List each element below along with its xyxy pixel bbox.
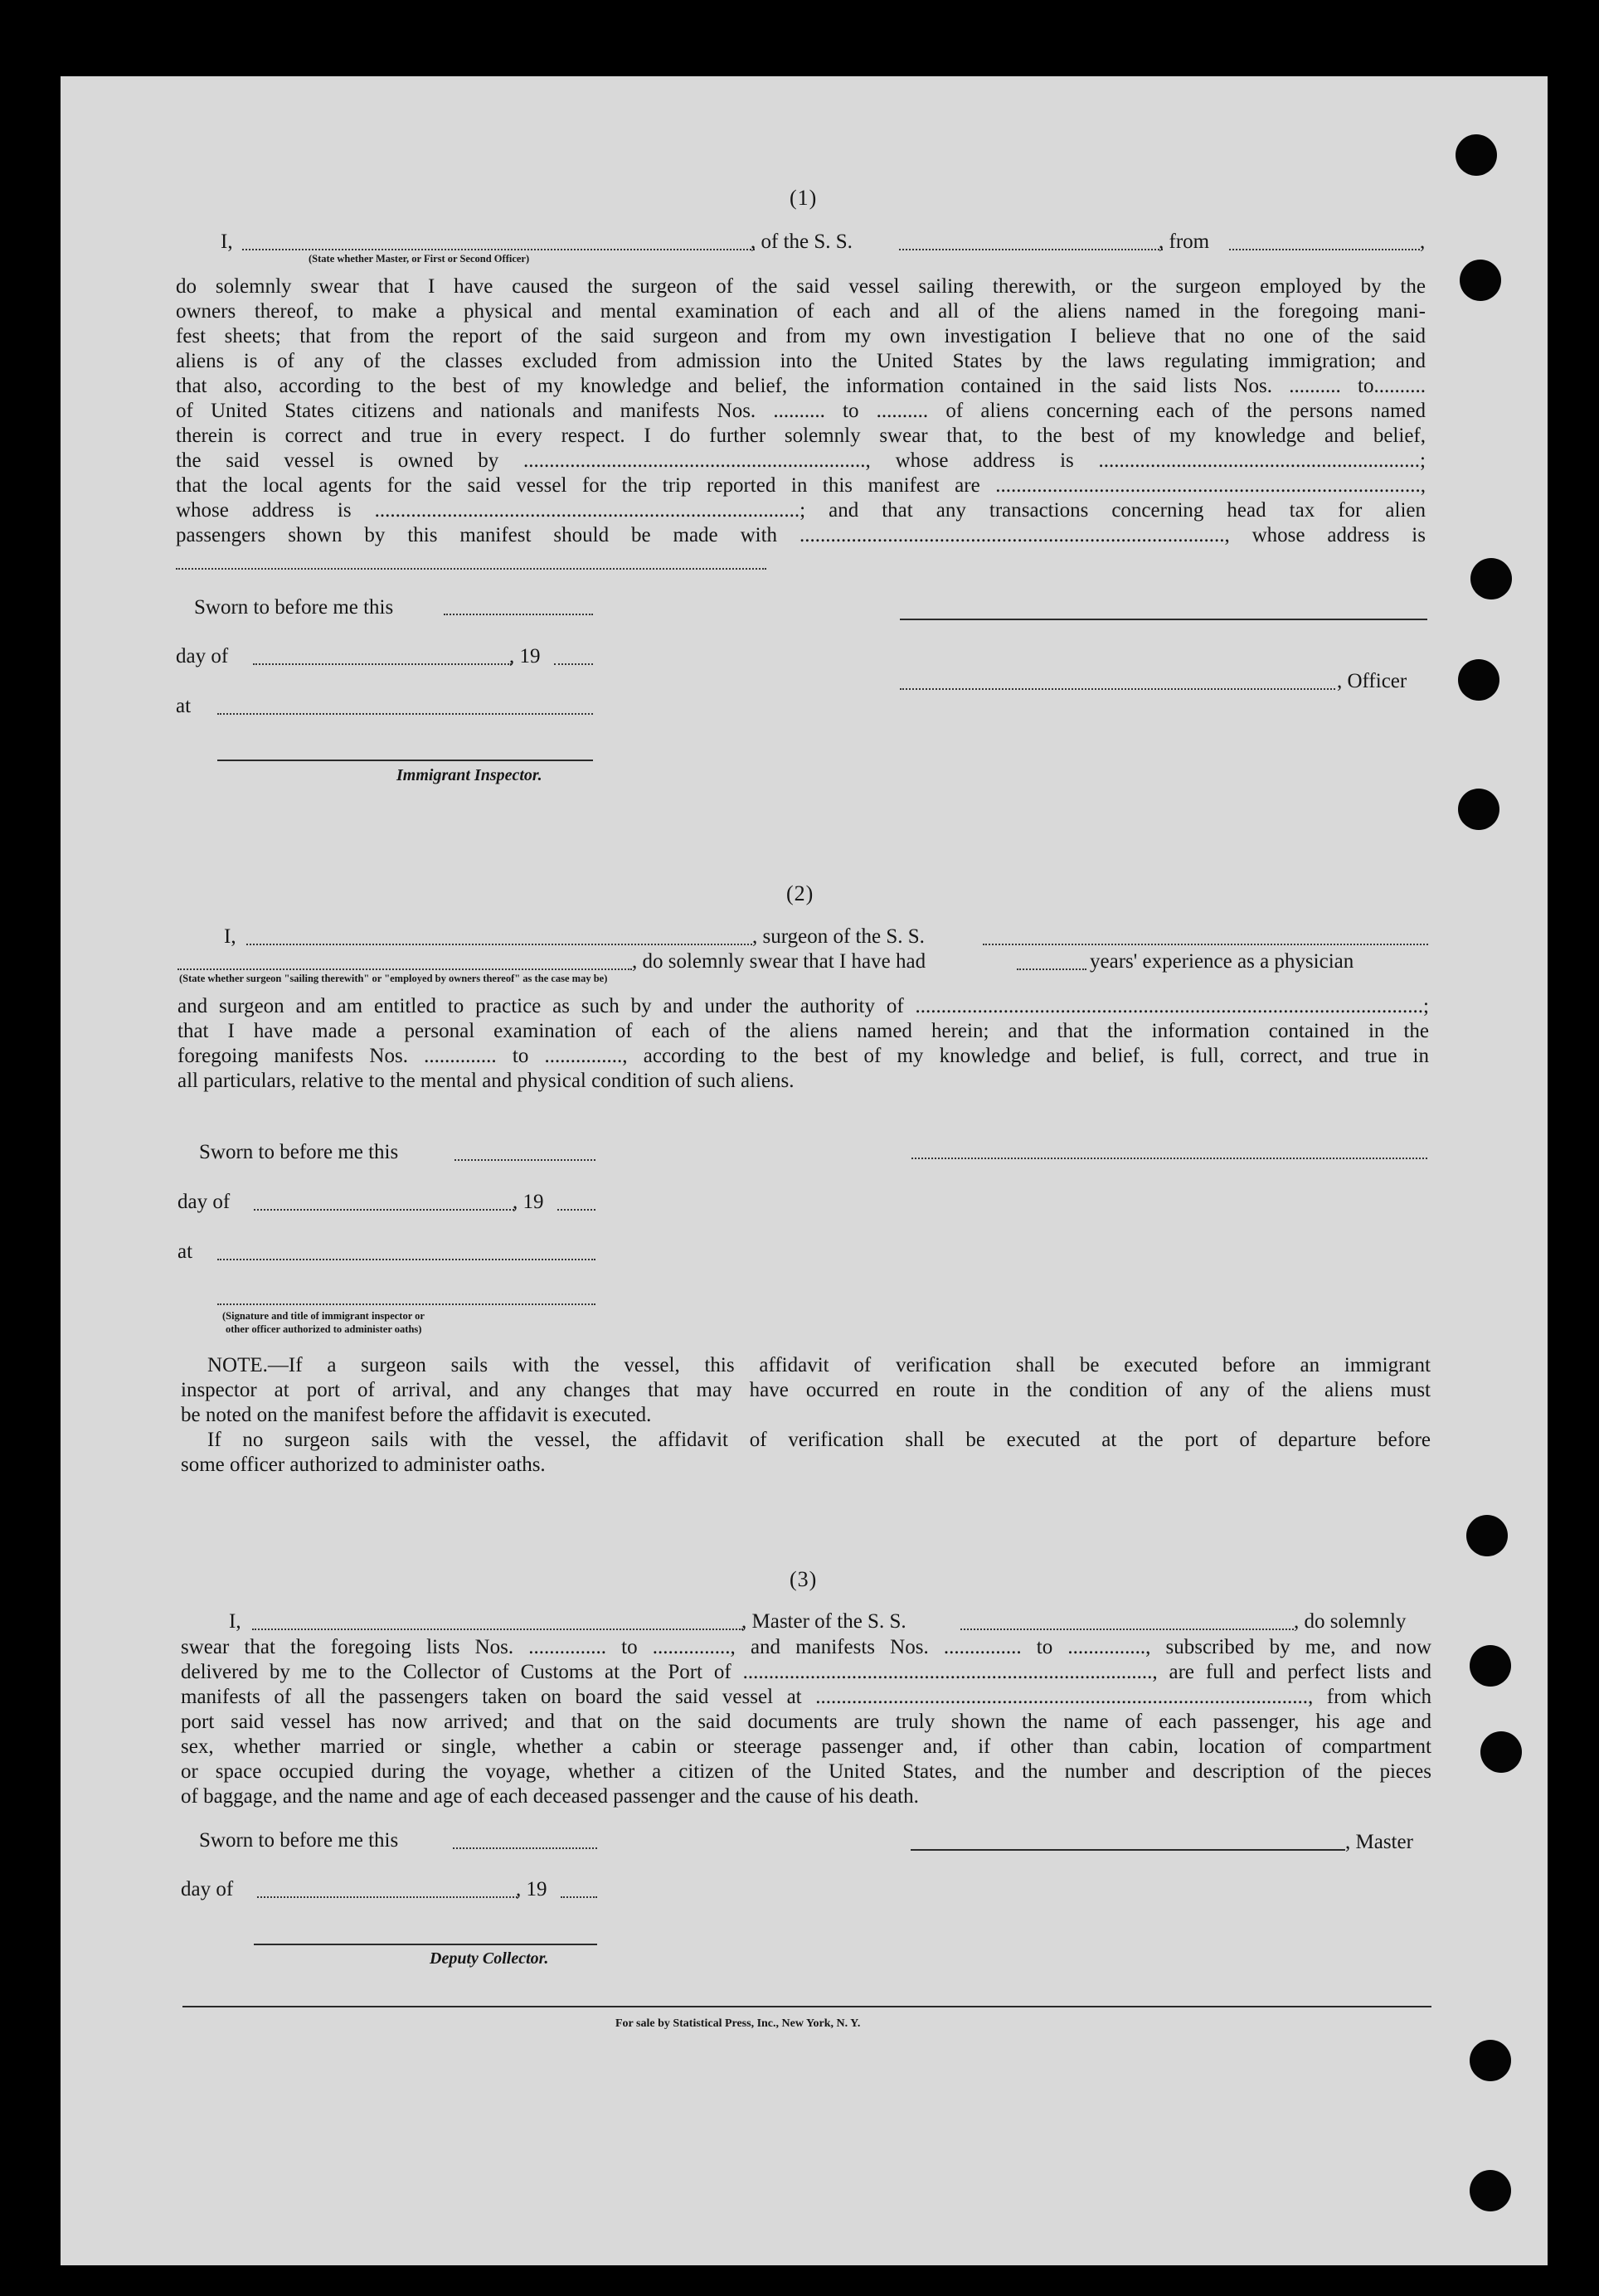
section-2-sworn-label: Sworn to before me this xyxy=(199,1141,399,1163)
binder-hole-9 xyxy=(1470,2040,1511,2081)
section-2-sworn-blank xyxy=(454,1159,595,1161)
from-port-blank xyxy=(1229,249,1420,250)
binder-hole-6 xyxy=(1466,1515,1508,1556)
section-1-day-blank xyxy=(253,663,512,665)
surgeon-signature-line xyxy=(911,1158,1427,1159)
section-1-oath: do solemnly swear that I have caused the surgeon of the said vessel sailing therewith, or the surgeon employed by the owners thereof, to make a physical and mental examination of each and all of the aliens named in the foregoing mani- fest sheets; that from the report of the said surgeon and from my own investigation I believe that no one of the said aliens is of any of the classes excluded from admission into the United States by the laws regulating immigration; and that also, according to the best of my knowledge and belief, the information contained in the said lists Nos. .......... to.......... of United States citizens and nationals and manifests Nos. .......... to .......... of aliens concerning each of the persons named therein is correct and true in every respect. I do further solemnly swear that, to the best of my knowledge and belief, the said vessel is owned by .................................................................., whose address is ..............................................................; that the local agents for the said vessel for the trip reported in this manifest are .................................................................................., whose address is ..................................................................................; and that any transactions concerning head tax for alien passengers shown by this manifest should be made with .................................................................................., whose address is xyxy=(176,275,1426,546)
years-experience-label: years' experience as a physician xyxy=(1090,950,1354,973)
section-2-year-blank xyxy=(557,1209,595,1211)
master-label: , Master xyxy=(1345,1831,1413,1853)
master-signature-line xyxy=(911,1849,1345,1851)
binder-hole-7 xyxy=(1470,1645,1511,1687)
section-1-officer-signature-line-top xyxy=(900,619,1427,620)
section-1-number: (1) xyxy=(790,186,818,210)
of-ss-label: , of the S. S. xyxy=(751,231,853,253)
officer-label: , Officer xyxy=(1337,670,1407,692)
section-2-inspector-signature-line xyxy=(217,1303,595,1305)
section-3-vessel-blank xyxy=(960,1629,1294,1630)
section-2-oath: and surgeon and am entitled to practice as such by and under the authority of ..................................................................................................; that I have made a personal examination of each of the aliens named herein; and that the information contained in the foregoing manifests Nos. .............. to ..............., according to the best of my knowledge and belief, is full, correct, and true in all particulars, relative to the mental and physical condition of such aliens. xyxy=(177,995,1429,1092)
section-1-officer-signature-line xyxy=(900,688,1335,690)
do-solemnly-label: , do solemnly xyxy=(1294,1610,1407,1633)
binder-hole-2 xyxy=(1460,260,1501,301)
binder-hole-1 xyxy=(1456,134,1497,176)
section-3-day-label: day of xyxy=(181,1878,234,1900)
section-2-year-label: , 19 xyxy=(513,1191,544,1213)
surgeon-of-ss-label: , surgeon of the S. S. xyxy=(752,925,925,948)
section-2-at-blank xyxy=(217,1259,595,1260)
section-3-i: I, xyxy=(229,1610,241,1633)
master-of-ss-label: , Master of the S. S. xyxy=(741,1610,906,1633)
footer-rule xyxy=(182,2006,1431,2007)
section-1-sworn-label: Sworn to before me this xyxy=(194,596,394,619)
section-3-sworn-blank xyxy=(453,1847,597,1849)
immigrant-inspector-label: Immigrant Inspector. xyxy=(396,766,542,784)
affidavit-note: NOTE.—If a surgeon sails with the vessel, this affidavit of verification shall be executed before an immigrant inspector at port of arrival, and any changes that may have occurred en route in the condition of any of the aliens must be noted on the manifest before the affidavit is executed. If no surgeon sails with the vessel, the affidavit of verification shall be executed at the port of departure before some officer authorized to administer oaths. xyxy=(181,1354,1431,1476)
section-1-year-blank xyxy=(554,663,593,665)
section-1-at-blank xyxy=(217,713,593,715)
from-label: , from xyxy=(1159,231,1210,253)
surgeon-name-blank xyxy=(246,944,752,945)
section-1-year-label: , 19 xyxy=(509,645,541,667)
section-2-day-blank xyxy=(254,1209,514,1211)
section-2-i: I, xyxy=(224,925,236,948)
section-1-at-label: at xyxy=(176,695,192,717)
section-3-number: (3) xyxy=(790,1567,818,1591)
section-3-day-blank xyxy=(257,1896,518,1898)
section-1-day-label: day of xyxy=(176,645,229,667)
deputy-collector-signature-line xyxy=(254,1944,597,1945)
deputy-collector-label: Deputy Collector. xyxy=(430,1949,549,1968)
section-3-year-blank xyxy=(561,1896,597,1898)
section-2-at-label: at xyxy=(177,1240,193,1263)
from-comma: , xyxy=(1420,231,1426,253)
officer-rank-note: (State whether Master, or First or Second Officer) xyxy=(309,253,530,265)
officer-name-blank xyxy=(242,249,755,250)
binder-hole-3 xyxy=(1470,558,1512,599)
section-3-year-label: , 19 xyxy=(516,1878,547,1900)
section-2-vessel-blank xyxy=(983,944,1428,945)
surgeon-status-note: (State whether surgeon "sailing therewith" or "employed by owners thereof" as the case may be) xyxy=(179,973,608,984)
section-3-sworn-label: Sworn to before me this xyxy=(199,1829,399,1852)
section-1-sworn-blank xyxy=(444,614,593,615)
section-3-oath: swear that the foregoing lists Nos. ............... to ..............., and manifests Nos. ............... to ..............., subscribed by me, and now delivered by me to the Collector of Customs at the Port of ..............................................................................., are full and perfect lists and manifests of all the passengers taken on board the said vessel at ..............................................................................................., from which port said vessel has now arrived; and that on the said documents are truly shown the name of each passenger, his age and sex, whether married or single, whether a cabin or steerage passenger and, if other than cabin, location of compartment or space occupied during the voyage, whether a citizen of the United States, and the number and description of the pieces of baggage, and the name and age of each deceased passenger and the cause of his death. xyxy=(181,1636,1431,1808)
section-2-day-label: day of xyxy=(177,1191,231,1213)
section-1-inspector-signature-line xyxy=(217,760,593,761)
swear-years-label: , do solemnly swear that I have had xyxy=(632,950,926,973)
master-name-blank xyxy=(252,1629,743,1630)
signature-title-note-2: other officer authorized to administer oaths) xyxy=(226,1323,422,1335)
binder-hole-8 xyxy=(1480,1731,1522,1773)
section-2-number: (2) xyxy=(786,881,814,905)
surgeon-status-blank xyxy=(177,968,632,970)
years-experience-blank xyxy=(1017,968,1086,970)
binder-hole-10 xyxy=(1470,2170,1511,2211)
binder-hole-5 xyxy=(1458,789,1499,830)
section-1-i: I, xyxy=(221,231,233,253)
binder-hole-4 xyxy=(1458,659,1499,701)
vessel-name-blank xyxy=(899,249,1163,250)
printer-credit: For sale by Statistical Press, Inc., New York, N. Y. xyxy=(615,2017,861,2030)
head-tax-address-blank xyxy=(176,568,766,570)
signature-title-note-1: (Signature and title of immigrant inspector or xyxy=(222,1310,425,1322)
